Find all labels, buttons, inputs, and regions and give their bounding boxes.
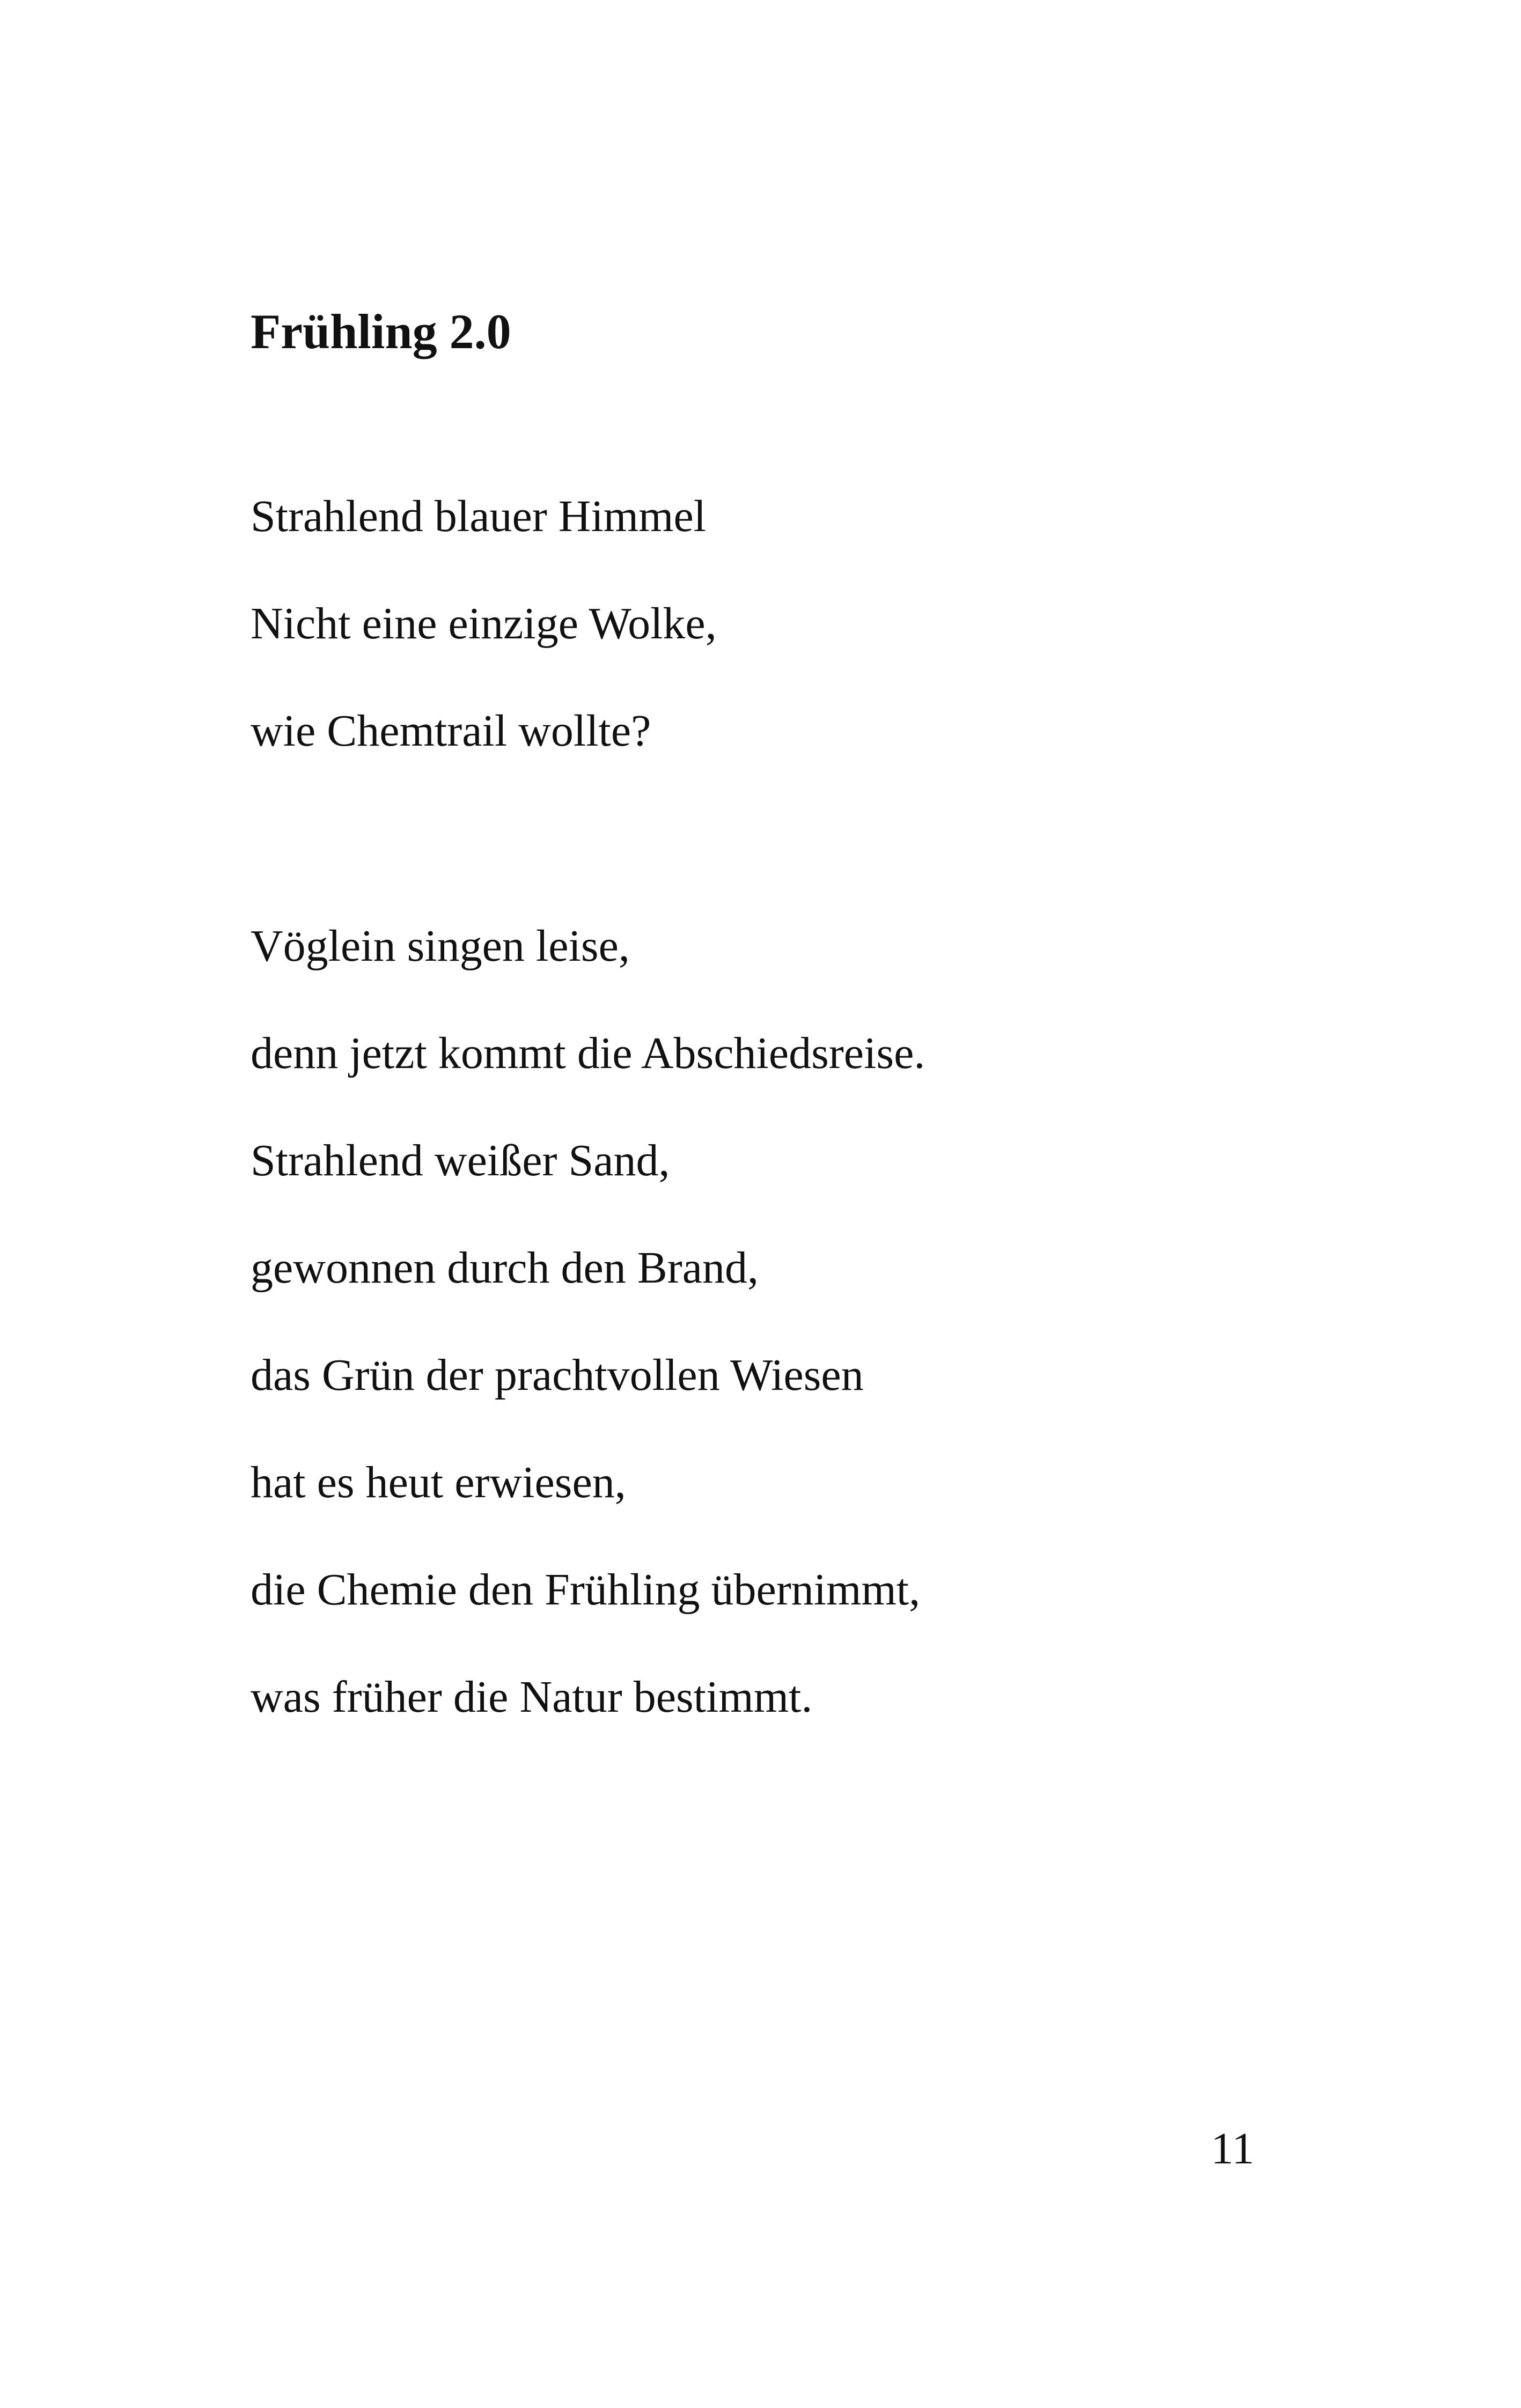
poem-line: Strahlend blauer Himmel (251, 491, 707, 541)
poem-line: Strahlend weißer Sand, (251, 1136, 670, 1185)
page-number: 11 (1211, 2124, 1254, 2174)
poem-line: Nicht eine einzige Wolke, (251, 599, 717, 649)
poem-line: das Grün der prachtvollen Wiesen (251, 1350, 864, 1400)
poem-line: hat es heut erwiesen, (251, 1457, 626, 1507)
poem-line: wie Chemtrail wollte? (251, 706, 651, 756)
poem-line: die Chemie den Frühling übernimmt, (251, 1565, 921, 1615)
poem-line: denn jetzt kommt die Abschiedsreise. (251, 1028, 925, 1078)
poem-line: gewonnen durch den Brand, (251, 1243, 759, 1293)
poem-line: was früher die Natur bestimmt. (251, 1672, 813, 1722)
poem-line: Vöglein singen leise, (251, 921, 630, 971)
poem-title: Frühling 2.0 (251, 304, 511, 359)
